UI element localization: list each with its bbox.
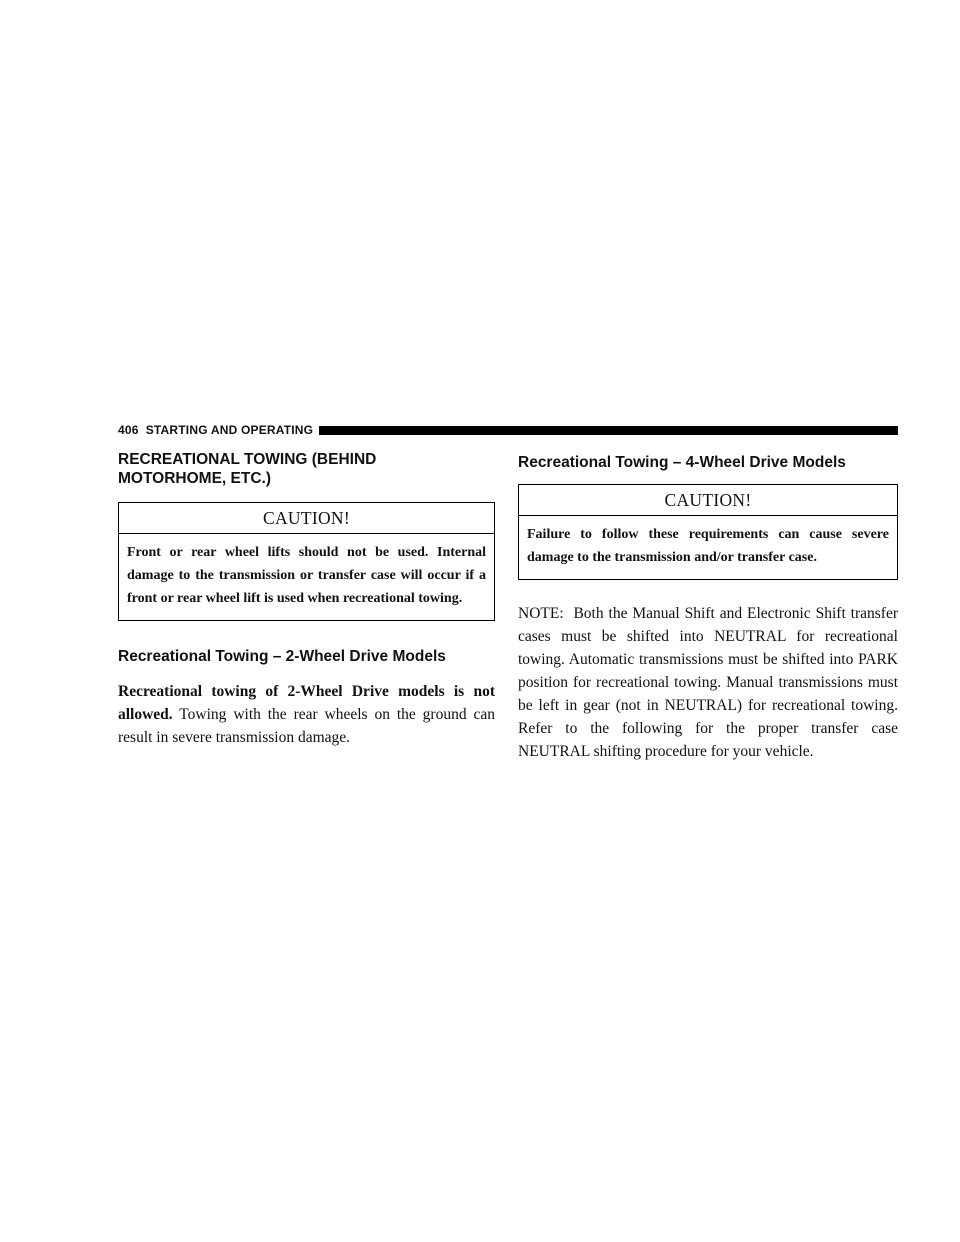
caution-title: CAUTION!: [119, 503, 494, 534]
caution-text: Failure to follow these requirements can cause severe damage to the transmission and/or transfer case.: [527, 527, 889, 565]
paragraph-2wd-bold: Recreational towing of 2-Wheel Drive models is not allowed.: [118, 683, 495, 723]
caution-box-left: [118, 502, 495, 621]
caution-text: Front or rear wheel lifts should not be used. Internal damage to the transmission or transfer case will occur if a front or rear wheel lift is used when recreational towing.: [127, 545, 486, 606]
paragraph-2wd: [118, 680, 495, 749]
page-header-text: [118, 423, 313, 437]
section-title: STARTING AND OPERATING: [145, 423, 314, 437]
right-column: [518, 450, 902, 763]
caution-box-right: [518, 484, 898, 580]
paragraph-2wd-text: Towing with the rear wheels on the ground can result in severe transmission damage.: [118, 706, 495, 746]
page-number: 406: [118, 423, 139, 437]
header-rule: [319, 426, 898, 435]
note-label: NOTE:: [518, 605, 564, 622]
caution-title: CAUTION!: [519, 485, 897, 516]
subheading-4wd: Recreational Towing – 4-Wheel Drive Models: [518, 454, 846, 471]
note-paragraph: [518, 602, 902, 763]
subheading-2wd: Recreational Towing – 2-Wheel Drive Models: [118, 648, 446, 665]
note-text: Both the Manual Shift and Electronic Shift transfer cases must be shifted into NEUTRAL for recreational towing. Automatic transmissions must be shifted into PARK position for recreational towing. Manual transmissions must be left in gear (not in NEUTRAL) for recreational towing. Refer to the following for the proper transfer case NEUTRAL shifting procedure for your vehicle.: [518, 605, 902, 760]
section-heading: RECREATIONAL TOWING (BEHIND MOTORHOME, ETC.): [118, 451, 377, 487]
page-header: [118, 423, 898, 437]
left-column: [118, 450, 495, 749]
